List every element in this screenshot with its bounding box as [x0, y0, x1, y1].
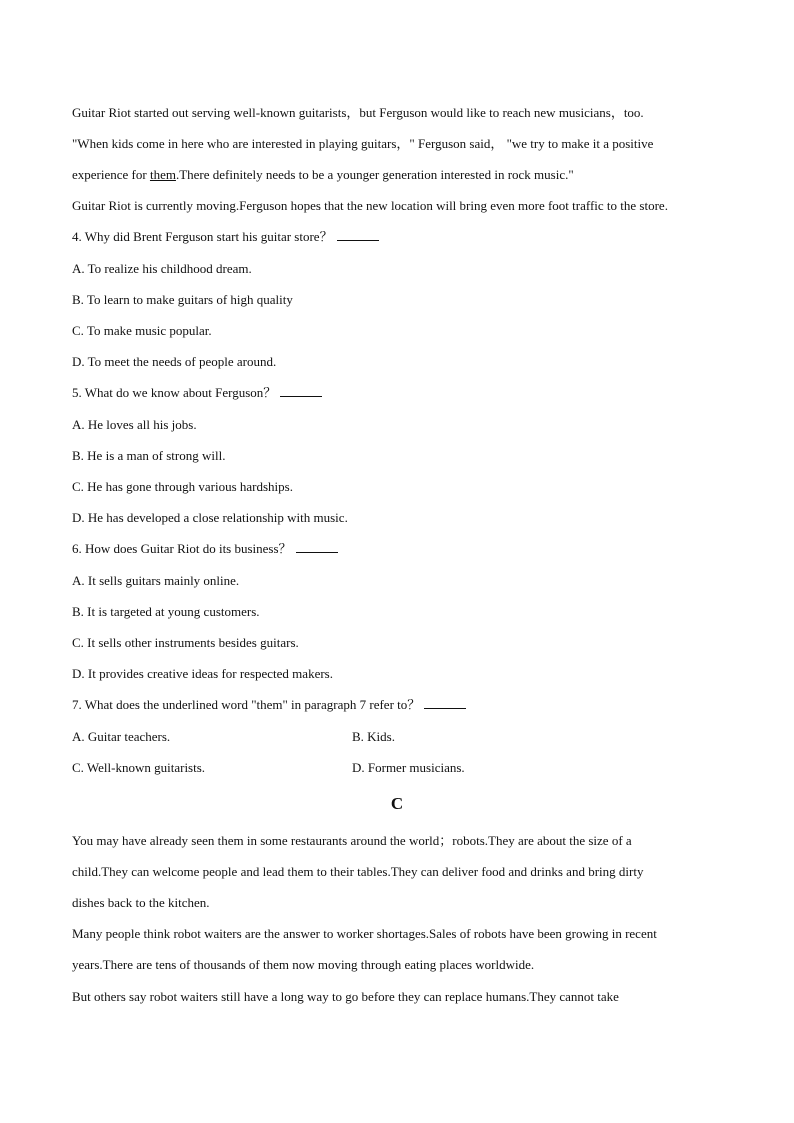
- option: A. Guitar teachers.: [72, 729, 171, 744]
- text-segment: .There definitely needs to be a younger generation interested in rock music.": [175, 167, 574, 182]
- option: B. Kids.: [352, 729, 395, 744]
- option: C. It sells other instruments besides guitars.: [72, 635, 299, 650]
- option: C. To make music popular.: [72, 323, 212, 338]
- answer-blank[interactable]: [296, 541, 338, 553]
- option: A. To realize his childhood dream.: [72, 261, 252, 276]
- option: B. He is a man of strong will.: [72, 448, 226, 463]
- question-stem: 5. What do we know about Ferguson？: [72, 385, 322, 401]
- paragraph-text: Guitar Riot started out serving well-known guitarists，but Ferguson would like to reach new musicians，too.: [72, 105, 644, 120]
- question-stem: 4. Why did Brent Ferguson start his guitar store？: [72, 229, 379, 245]
- paragraph-text: [72, 167, 574, 183]
- option: C. He has gone through various hardships.: [72, 479, 293, 494]
- paragraph-text: dishes back to the kitchen.: [72, 895, 210, 910]
- paragraph-text: Many people think robot waiters are the answer to worker shortages.Sales of robots have been growing in recent: [72, 926, 657, 941]
- underlined-word: them: [149, 167, 176, 182]
- option: C. Well-known guitarists.: [72, 760, 206, 775]
- option: B. It is targeted at young customers.: [72, 604, 260, 619]
- paragraph-text: Guitar Riot is currently moving.Ferguson hopes that the new location will bring even more foot traffic to the store.: [72, 198, 668, 213]
- text-segment: experience for: [72, 167, 150, 182]
- option: A. It sells guitars mainly online.: [72, 573, 240, 588]
- paragraph-text: child.They can welcome people and lead them to their tables.They can deliver food and drinks and bring dirty: [72, 864, 644, 879]
- paragraph-text: years.There are tens of thousands of them now moving through eating places worldwide.: [72, 957, 535, 972]
- paragraph-text: You may have already seen them in some restaurants around the world；robots.They are about the size of a: [72, 833, 632, 848]
- option: D. Former musicians.: [352, 760, 465, 775]
- option: B. To learn to make guitars of high quality: [72, 292, 293, 307]
- section-heading: C: [390, 794, 404, 813]
- option: A. He loves all his jobs.: [72, 417, 197, 432]
- option: D. He has developed a close relationship with music.: [72, 510, 348, 525]
- answer-blank[interactable]: [424, 697, 466, 709]
- answer-blank[interactable]: [280, 385, 322, 397]
- answer-blank[interactable]: [337, 229, 379, 241]
- question-stem: 6. How does Guitar Riot do its business？: [72, 541, 338, 557]
- paragraph-text: "When kids come in here who are interested in playing guitars，" Ferguson said， "we try to make it a positive: [72, 136, 654, 151]
- option: D. To meet the needs of people around.: [72, 354, 277, 369]
- paragraph-text: But others say robot waiters still have a long way to go before they can replace humans.They cannot take: [72, 989, 619, 1004]
- question-stem: 7. What does the underlined word "them" in paragraph 7 refer to？: [72, 697, 466, 713]
- option: D. It provides creative ideas for respected makers.: [72, 666, 333, 681]
